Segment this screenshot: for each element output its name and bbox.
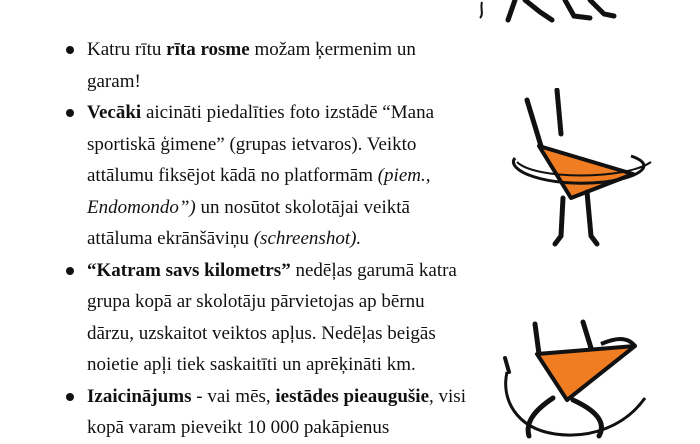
line-2: garam!: [87, 70, 141, 92]
list-item-kilometer-challenge: [58, 255, 478, 381]
stick-figure-hula-hoop: [505, 88, 665, 248]
line-1: Vecāki aicināti piedalīties foto izstādē “Mana: [87, 102, 435, 123]
bullet-icon: [66, 109, 74, 117]
line-2: sportiskā ģimene” (grupas ietvaros). Veikto: [87, 133, 417, 155]
bullet-icon: [66, 393, 74, 401]
line-4: Endomondo”) un nosūtot skolotājai veiktā: [87, 196, 410, 218]
line-1: Izaicinājums - vai mēs, iestādes pieaugušie, visi: [87, 385, 466, 407]
line-5: attāluma ekrānšāviņu (schreenshot).: [87, 228, 362, 249]
stick-figure-top: [470, 0, 630, 30]
line-3: dārzu, uzskaitot veiktos apļus. Nedēļas beigās: [87, 322, 436, 344]
list-item-parents-photo-exhibition: [58, 97, 478, 255]
orange-triangle-body: [537, 346, 635, 400]
line-1: Katru rītu rīta rosme možam ķermenim un: [87, 39, 416, 60]
line-4: noietie apļi tiek saskaitīti un aprēķināti km.: [87, 354, 416, 375]
line-1: “Katram savs kilometrs” nedēļas garumā katra: [87, 259, 457, 281]
list-item-morning-exercise: [58, 34, 478, 97]
line-3: attālumu fiksējot kādā no platformām (piem.,: [87, 165, 431, 186]
line-2: grupa kopā ar skolotāju pārvietojas ap bērnu: [87, 291, 425, 312]
list-item-steps-challenge: [58, 381, 478, 444]
stick-figure-jump-rope: [495, 318, 695, 441]
bullet-icon: [66, 267, 74, 275]
line-2: kopā varam pieveikt 10 000 pakāpienus: [87, 417, 390, 438]
activity-list: [58, 34, 478, 444]
bullet-icon: [66, 46, 74, 54]
